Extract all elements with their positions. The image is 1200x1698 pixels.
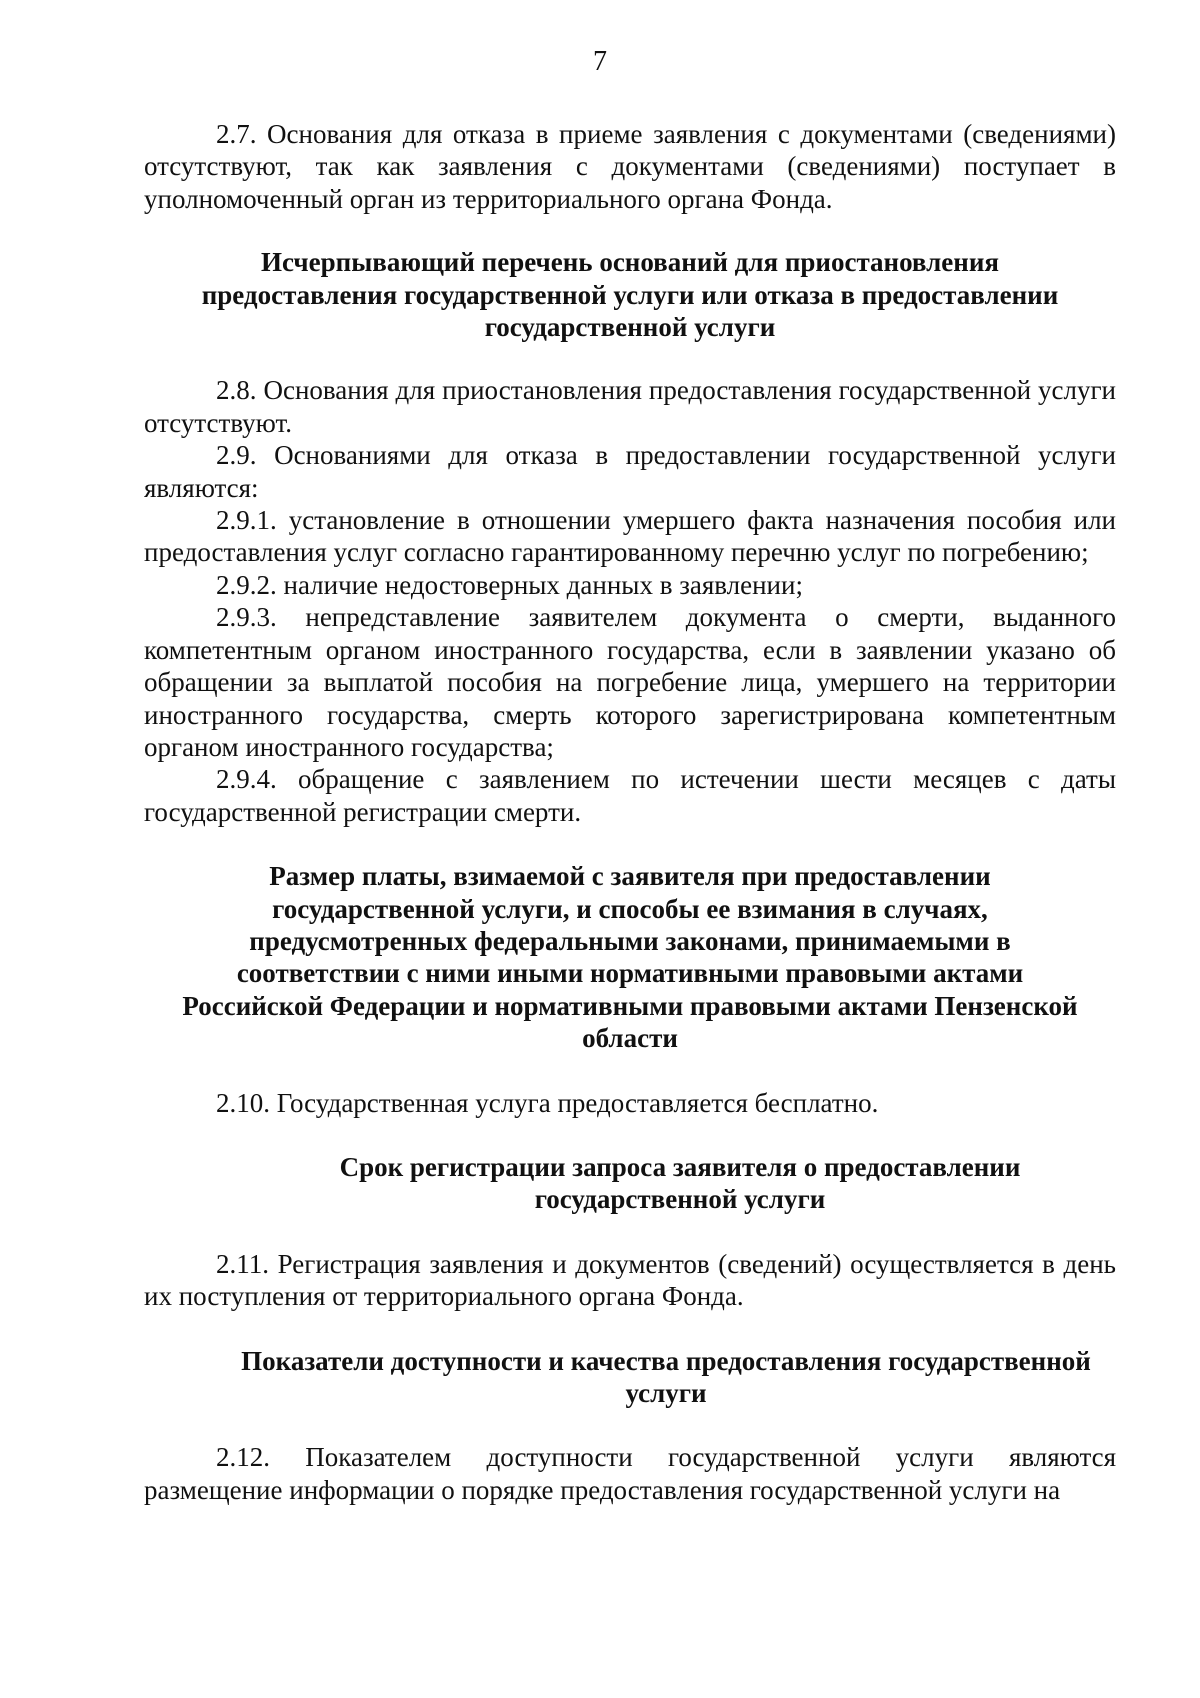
paragraph-2-9-3: 2.9.3. непредставление заявителем документа о смерти, выданного компетентным органом иностранного государства, если в заявлении указано об обращении за выплатой пособия на погребение лица, умершего на территории иностранного государства, смерть которого зарегистрирована компетентным органом иностранного государства; bbox=[144, 602, 1116, 762]
paragraph-2-9-2: 2.9.2. наличие недостоверных данных в заявлении; bbox=[216, 569, 803, 600]
section-heading-quality-indicators: Показатели доступности и качества предоставления государственной услуги bbox=[241, 1345, 1091, 1408]
section-heading-registration-term: Срок регистрации запроса заявителя о предоставлении государственной услуги bbox=[339, 1151, 1021, 1215]
section-heading-fee: Размер платы, взимаемой с заявителя при предоставлении государственной услуги, и способы ее взимания в случаях, предусмотренных федеральными законами, принимаемыми в соответствии с ними иными нормативными правовыми актами Российской Федерации и нормативными правовыми актами Пензенской области bbox=[182, 861, 1078, 1054]
page-number: 7 bbox=[593, 46, 607, 77]
section-heading-grounds-for-suspension: Исчерпывающий перечень оснований для приостановления предоставления государственной услуги или отказа в предоставлении государственной услуги bbox=[201, 247, 1059, 343]
paragraph-2-9-1: 2.9.1. установление в отношении умершего факта назначения пособия или предоставления услуг согласно гарантированному перечню услуг по погребению; bbox=[144, 505, 1116, 568]
paragraph-2-9-4: 2.9.4. обращение с заявлением по истечении шести месяцев с даты государственной регистрации смерти. bbox=[144, 764, 1116, 827]
paragraph-2-11: 2.11. Регистрация заявления и документов (сведений) осуществляется в день их поступления от территориального органа Фонда. bbox=[144, 1248, 1116, 1312]
paragraph-2-10: 2.10. Государственная услуга предоставляется бесплатно. bbox=[216, 1087, 879, 1118]
paragraph-2-12: 2.12. Показателем доступности государственной услуги являются размещение информации о порядке предоставления государственной услуги на bbox=[144, 1442, 1116, 1505]
paragraph-2-7: 2.7. Основания для отказа в приеме заявления с документами (сведениями) отсутствуют, так как заявления с документами (сведениями) поступает в уполномоченный орган из территориального органа Фонда. bbox=[144, 119, 1116, 214]
paragraph-2-9: 2.9. Основаниями для отказа в предоставлении государственной услуги являются: bbox=[144, 440, 1116, 503]
paragraph-2-8: 2.8. Основания для приостановления предоставления государственной услуги отсутствуют. bbox=[144, 375, 1116, 438]
document-body bbox=[144, 118, 1116, 1506]
